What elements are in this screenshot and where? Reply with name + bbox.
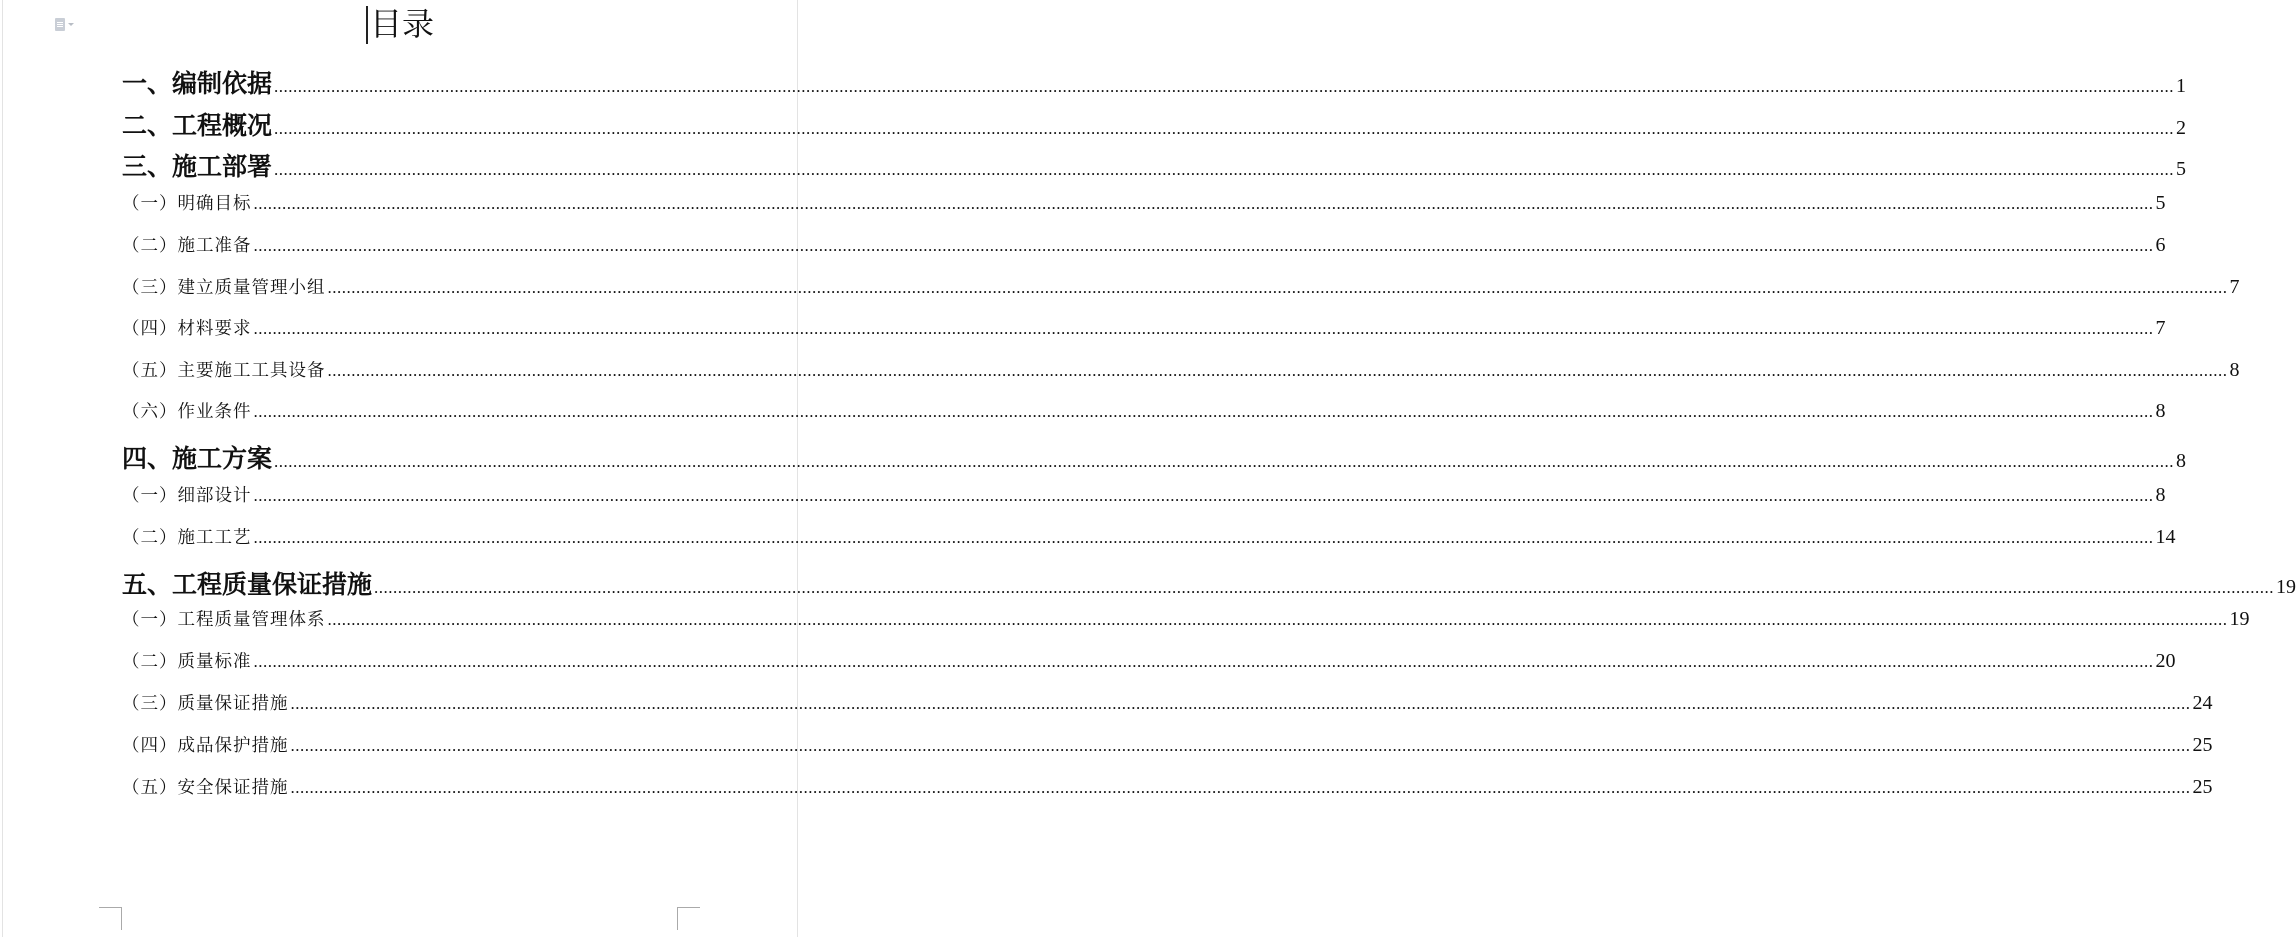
toc-entry[interactable]: [122, 232, 2166, 257]
toc-dot-leader: ................................................................................................................................................................................................................................................................................................................................................................................................................: [290, 778, 2191, 797]
toc-page-number: 19: [2276, 576, 2296, 598]
toc-dot-leader: ................................................................................................................................................................................................................................................................................................................................................................................................................: [274, 77, 2175, 96]
toc-dot-leader: ................................................................................................................................................................................................................................................................................................................................................................................................................: [253, 486, 2154, 505]
toc-entry-label: （三）建立质量管理小组: [122, 278, 326, 298]
toc-dot-leader: ................................................................................................................................................................................................................................................................................................................................................................................................................: [290, 736, 2191, 755]
toc-dot-leader: ................................................................................................................................................................................................................................................................................................................................................................................................................: [253, 319, 2154, 338]
toc-page-number: 7: [2229, 276, 2240, 298]
toc-dot-leader: ................................................................................................................................................................................................................................................................................................................................................................................................................: [327, 278, 2228, 297]
toc-dot-leader: ................................................................................................................................................................................................................................................................................................................................................................................................................: [274, 452, 2175, 471]
toc-dot-leader: ................................................................................................................................................................................................................................................................................................................................................................................................................: [374, 578, 2275, 597]
toc-entry[interactable]: [122, 106, 2187, 142]
toc-dot-leader: ................................................................................................................................................................................................................................................................................................................................................................................................................: [253, 236, 2154, 255]
toc-entry-label: （三）质量保证措施: [122, 694, 289, 714]
toc-entry-label: （四）材料要求: [122, 319, 252, 339]
dropdown-caret-icon: [68, 23, 74, 26]
toc-entry-label: （四）成品保护措施: [122, 736, 289, 756]
toc-page-number: 8: [2155, 484, 2166, 506]
toc-entry[interactable]: [122, 482, 2166, 507]
toc-page-number: 8: [2155, 400, 2166, 422]
toc-entry-label: （六）作业条件: [122, 402, 252, 422]
margin-corner-mark-right: [677, 907, 700, 930]
toc-page-number: 8: [2176, 450, 2187, 472]
toc-entry-label: （五）安全保证措施: [122, 778, 289, 798]
toc-entry[interactable]: [122, 147, 2187, 183]
toc-entry-label: 四、施工方案: [122, 444, 273, 473]
toc-dot-leader: ................................................................................................................................................................................................................................................................................................................................................................................................................: [253, 652, 2154, 671]
toc-page-number: 19: [2229, 608, 2250, 630]
toc-entry-label: （一）明确目标: [122, 194, 252, 214]
toc-entry[interactable]: [122, 315, 2166, 340]
toc-entry-label: （二）施工工艺: [122, 528, 252, 548]
toc-dot-leader: ................................................................................................................................................................................................................................................................................................................................................................................................................: [327, 610, 2228, 629]
toc-dot-leader: ................................................................................................................................................................................................................................................................................................................................................................................................................: [253, 528, 2154, 547]
toc-page-number: 25: [2192, 776, 2213, 798]
toc-entry-label: 五、工程质量保证措施: [122, 570, 373, 599]
toc-entry-label: （二）施工准备: [122, 236, 252, 256]
toc-dot-leader: ................................................................................................................................................................................................................................................................................................................................................................................................................: [290, 694, 2191, 713]
toc-entry[interactable]: [122, 398, 2166, 423]
toc-dot-leader: ................................................................................................................................................................................................................................................................................................................................................................................................................: [253, 402, 2154, 421]
toc-page-number: 1: [2176, 75, 2187, 97]
toc-page-number: 5: [2155, 192, 2166, 214]
toc-dot-leader: ................................................................................................................................................................................................................................................................................................................................................................................................................: [327, 361, 2228, 380]
toc-entry[interactable]: [122, 690, 2213, 715]
document-icon: [55, 18, 65, 31]
toc-dot-leader: ................................................................................................................................................................................................................................................................................................................................................................................................................: [274, 119, 2175, 138]
toc-entry-label: （二）质量标准: [122, 652, 252, 672]
toc-page-number: 6: [2155, 234, 2166, 256]
toc-entry[interactable]: [122, 64, 2187, 100]
toc-page-number: 8: [2229, 359, 2240, 381]
toc-page-number: 14: [2155, 526, 2176, 548]
toc-entry[interactable]: [122, 524, 2176, 549]
toc-entry-label: （五）主要施工工具设备: [122, 361, 326, 381]
text-cursor: [366, 6, 368, 44]
toc-dot-leader: ................................................................................................................................................................................................................................................................................................................................................................................................................: [253, 194, 2154, 213]
toc-entry[interactable]: [122, 774, 2213, 799]
margin-corner-mark-left: [99, 907, 122, 930]
toc-entry-label: （一）工程质量管理体系: [122, 610, 326, 630]
toc-page-number: 24: [2192, 692, 2213, 714]
toc-entry[interactable]: [122, 357, 2240, 382]
toc-entry-label: 三、施工部署: [122, 152, 273, 181]
toc-entry[interactable]: [122, 439, 2187, 475]
toc-page-number: 20: [2155, 650, 2176, 672]
toc-page-number: 7: [2155, 317, 2166, 339]
document-menu-icon[interactable]: [55, 16, 81, 32]
toc-title: 目录: [370, 5, 435, 43]
toc-entry-label: 一、编制依据: [122, 69, 273, 98]
toc-entry[interactable]: [122, 274, 2240, 299]
toc-dot-leader: ................................................................................................................................................................................................................................................................................................................................................................................................................: [274, 160, 2175, 179]
toc-entry-label: （一）细部设计: [122, 486, 252, 506]
toc-page-number: 25: [2192, 734, 2213, 756]
toc-entry[interactable]: [122, 732, 2213, 757]
toc-entry-label: 二、工程概况: [122, 111, 273, 140]
toc-entry[interactable]: [122, 648, 2176, 673]
toc-page-number: 5: [2176, 158, 2187, 180]
toc-entry[interactable]: [122, 190, 2166, 215]
toc-entry[interactable]: [122, 565, 2296, 601]
toc-entry[interactable]: [122, 606, 2250, 631]
toc-page-number: 2: [2176, 117, 2187, 139]
page-edge-left: [2, 0, 3, 937]
